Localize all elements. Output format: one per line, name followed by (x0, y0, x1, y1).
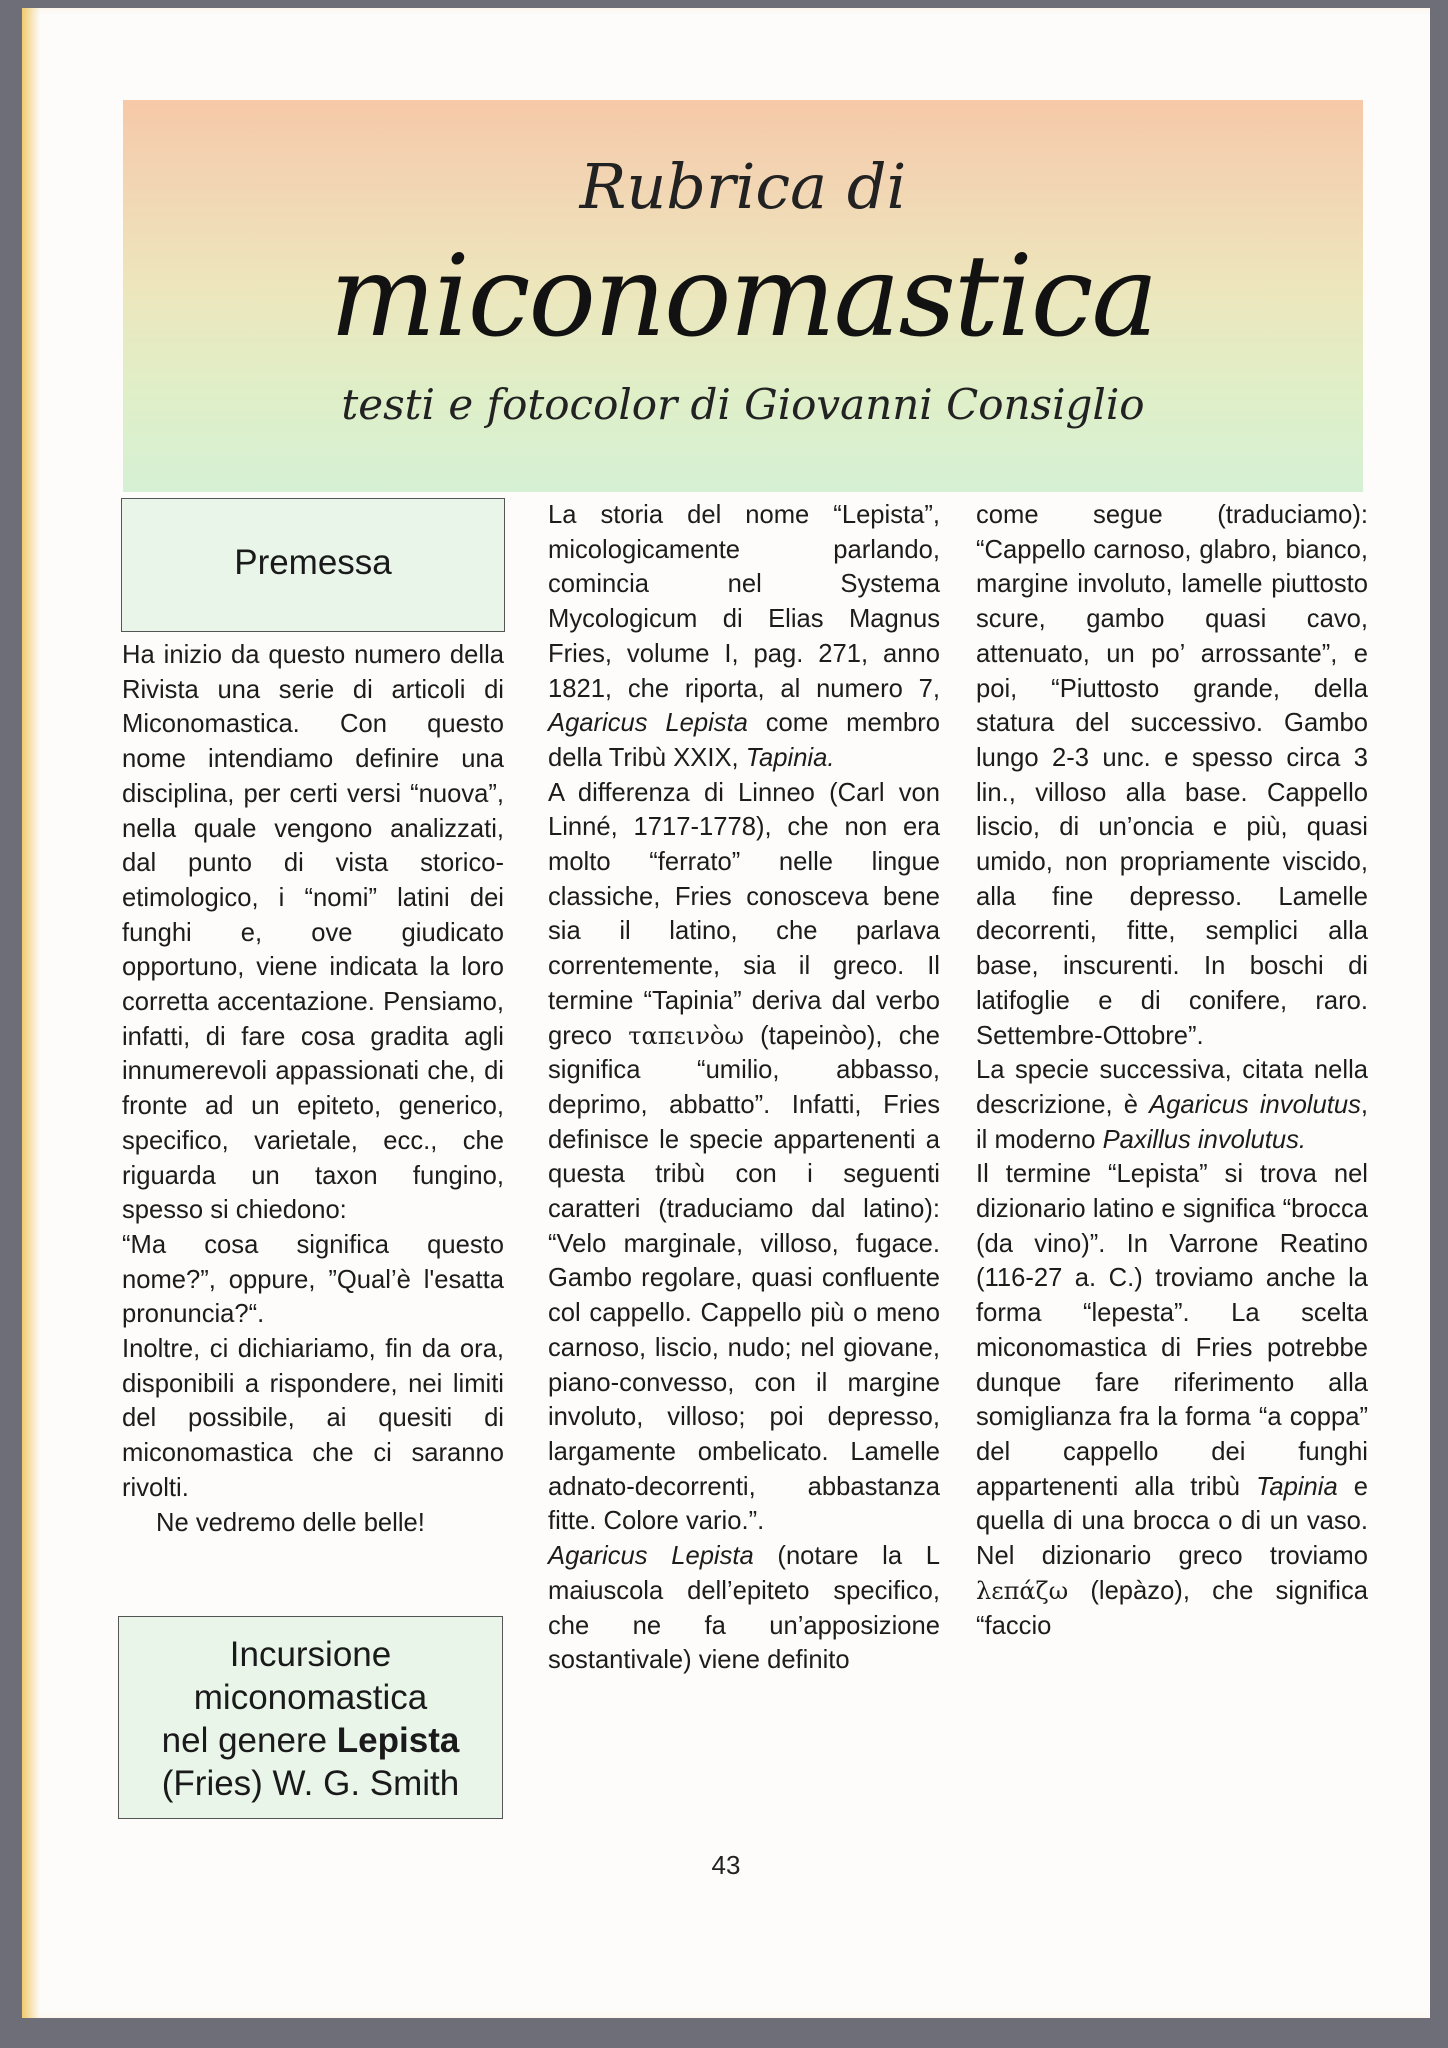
text-run: A differenza di Linneo (Carl von Linné, 1717-1778), che non era molto “ferrato” nelle lingue classiche, Fries conosceva bene sia il latino, che parlava correntemente, sia il greco. Il termine “Tapinia” deriva dal verbo greco (548, 778, 940, 1050)
header-kicker: Rubrica di (579, 150, 907, 223)
magazine-page (22, 8, 1430, 2018)
text-run: (tapeinòo), che significa “umilio, abbasso, deprimo, abbatto”. Infatti, Fries definisce le specie appartenenti a questa tribù con i seguenti caratteri (traduciamo dal latino): “Velo marginale, villoso, fugace. Gambo regolare, quasi confluente col cappello. Cappello più o meno carnoso, liscio, nudo; nel giovane, piano-convesso, con il margine involuto, villoso; poi depresso, largamente ombelicato. Lamelle adnato-decorrenti, abbastanza fitte. Colore vario.”. (548, 1021, 940, 1536)
column-1 (122, 638, 504, 1540)
text-run: e quella di una brocca o di un vaso. Nel dizionario greco troviamo (976, 1472, 1368, 1571)
paragraph: “Ma cosa significa questo nome?”, oppure, ”Qual’è l'esatta pronuncia?“. (122, 1230, 504, 1329)
italic-run: Paxillus involutus. (1102, 1125, 1307, 1154)
paragraph: come segue (traduciamo): “Cappello carnoso, glabro, bianco, margine involuto, lamelle piuttosto scure, gambo quasi cavo, attenuato, un po’ arrossante”, e poi, “Piuttosto grande, della statura del successivo. Gambo lungo 2-3 unc. e spesso circa 3 lin., villoso alla base. Cappello liscio, di un’oncia e più, quasi umido, non propriamente viscido, alla fine depresso. Lamelle decorrenti, fitte, semplici alla base, inscurenti. In boschi di latifoglie e di conifere, raro. Settembre-Ottobre”. (976, 501, 1368, 1050)
paragraph (548, 1539, 940, 1678)
text-run: (lepàzo), che significa “faccio (976, 1576, 1368, 1640)
paragraph (976, 1157, 1368, 1643)
genus-name: Lepista (336, 1721, 460, 1760)
text-run: Il termine “Lepista” si trova nel dizionario latino e significa “brocca (da vino)”. In Varrone Reatino (116-27 a. C.) troviamo anche la forma “lepesta”. La scelta miconomastica di Fries potrebbe dunque fare riferimento alla somiglianza fra la forma “a coppa” del cappello dei funghi appartenenti alla tribù (976, 1160, 1368, 1501)
incursione-line: miconomastica (193, 1678, 428, 1717)
column-3 (976, 498, 1368, 1643)
column-2 (548, 498, 940, 1678)
author-byline: testi e fotocolor di Giovanni Consiglio (341, 380, 1145, 429)
incursione-line: (Fries) W. G. Smith (161, 1764, 460, 1803)
italic-run: Tapinia. (745, 743, 835, 772)
paragraph (976, 1053, 1368, 1157)
paragraph (548, 776, 940, 1539)
greek-word: ταπεινὸω (628, 1021, 744, 1050)
binding-edge (22, 8, 40, 2018)
greek-word: λεπάζω (976, 1576, 1069, 1605)
paragraph (548, 498, 940, 776)
incursione-heading-box (118, 1616, 503, 1819)
italic-run: Tapinia (1256, 1472, 1338, 1501)
incursione-line (119, 1719, 502, 1762)
page-number: 43 (711, 1850, 741, 1880)
text-run: La specie successiva, citata nella descrizione, è (976, 1056, 1368, 1119)
premessa-heading-box (121, 498, 505, 632)
text-run: (notare la L maiuscola dell’epiteto specifico, che ne fa un’apposizione sostantivale) viene definito (548, 1542, 940, 1675)
paragraph: Inoltre, ci dichiariamo, fin da ora, disponibili a rispondere, nei limiti del possibile, ai quesiti di miconomastica che ci saranno rivolti. (122, 1335, 504, 1502)
paragraph: Ha inizio da questo numero della Rivista una serie di articoli di Miconomastica. Con questo nome intendiamo definire una disciplina, per certi versi “nuova”, nella quale vengono analizzati, dal punto di vista storico-etimologico, i “nomi” latini dei funghi e, ove giudicato opportuno, viene indicata la loro corretta accentazione. Pensiamo, infatti, di fare cosa gradita agli innumerevoli appassionati che, di fronte ad un epiteto, generico, specifico, varietale, ecc., che riguarda un taxon fungino, spesso si chiedono: (122, 641, 504, 1225)
italic-run: Agaricus involutus (1149, 1090, 1361, 1119)
incursione-text: nel genere (161, 1721, 337, 1760)
page-title: miconomastica (329, 232, 1157, 362)
italic-run: Agaricus Lepista (548, 709, 748, 738)
premessa-heading: Premessa (234, 543, 392, 582)
column-header-banner (123, 100, 1363, 492)
paragraph-closing: Ne vedremo delle belle! (156, 1508, 425, 1537)
text-run: come membro della Tribù XXIX, (548, 709, 940, 772)
text-run: , il moderno (976, 1090, 1368, 1154)
text-run: La storia del nome “Lepista”, micologicamente parlando, comincia nel Systema Mycologicum di Elias Magnus Fries, volume I, pag. 271, anno 1821, che riporta, al numero 7, (548, 501, 940, 703)
incursione-line: Incursione (229, 1635, 392, 1674)
italic-run: Agaricus Lepista (548, 1542, 754, 1571)
